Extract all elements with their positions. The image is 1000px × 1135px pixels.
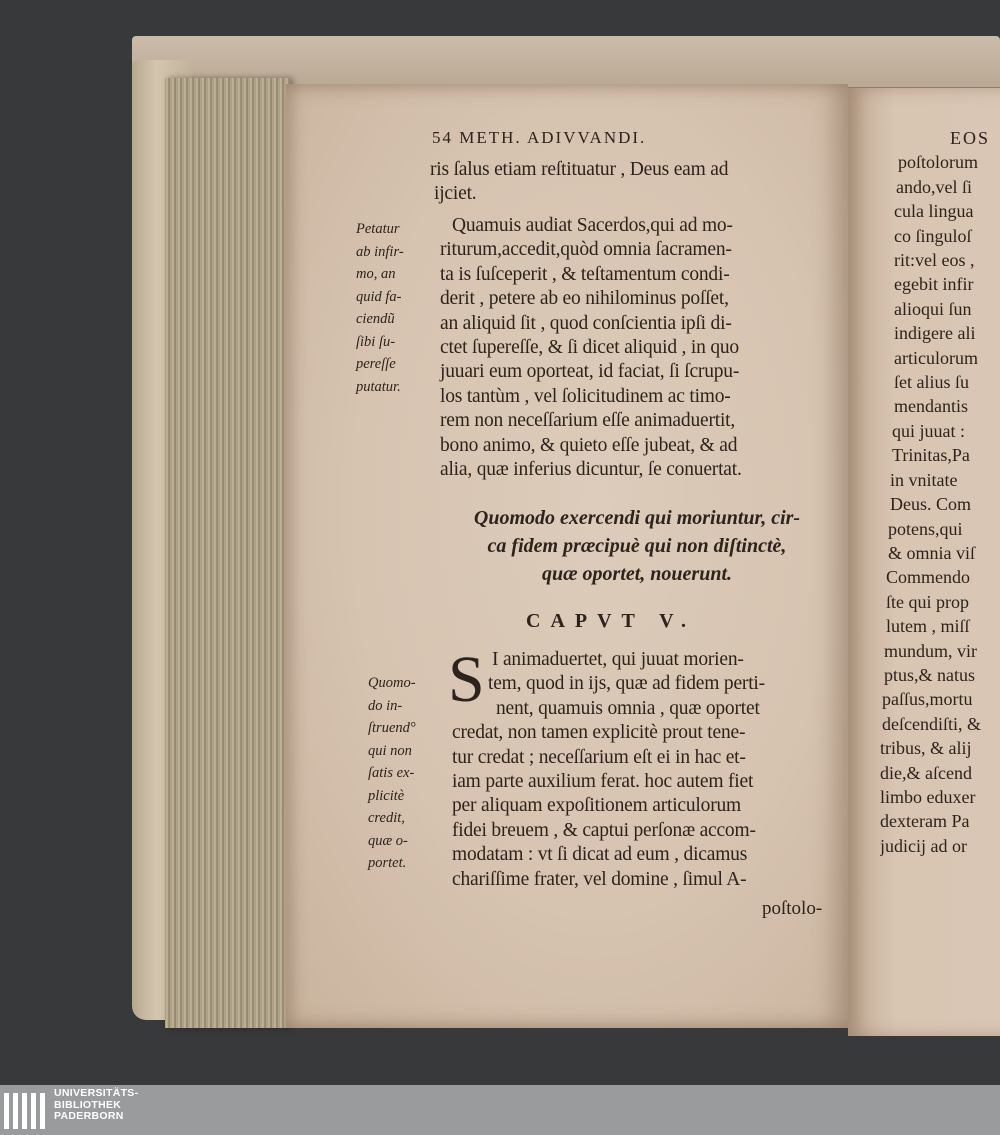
margin-line: Petatur — [356, 221, 400, 237]
text-line: articulorum — [894, 347, 978, 368]
text-line: Trinitas,Pa — [892, 445, 970, 466]
text-line: tribus, & alij — [880, 738, 972, 759]
text-line: alia, quæ inferius dicuntur, ſe conuertat. — [440, 459, 742, 481]
margin-line: credit, — [368, 810, 405, 826]
title-line: quæ oportet, nouerunt. — [541, 563, 733, 585]
margin-line: do in- — [368, 697, 403, 714]
text-line: derit , petere ab eo nihilominus poſſet, — [440, 288, 729, 310]
text-line: tur credat ; neceſſarium eſt ei in hac et- — [452, 746, 746, 768]
title-line: ca fidem præcipuè qui non diſtinctè, — [487, 535, 787, 557]
footer-bar — [0, 1085, 1000, 1135]
margin-line: portet. — [368, 855, 407, 871]
text-line: alioqui ſun — [894, 298, 972, 319]
library-bars-logo-icon — [4, 1089, 48, 1131]
text-line: & omnia viſ — [888, 542, 975, 563]
text-line: bono animo, & quieto eſſe jubeat, & ad — [440, 434, 738, 456]
text-line: Commendo — [886, 567, 970, 588]
text-line: los tantùm , vel ſolicitudinem ac timo- — [440, 385, 731, 407]
text-line: ijciet. — [434, 183, 477, 205]
text-line: ſet alius ſu — [894, 372, 969, 393]
title-line: Quomodo exercendi qui moriuntur, cir- — [473, 507, 801, 529]
text-line: credat, non tamen explicitè prout tene- — [452, 722, 746, 744]
margin-line: ſtruend° — [368, 720, 416, 736]
text-line: mendantis — [894, 396, 968, 417]
text-line: cula lingua — [894, 201, 974, 222]
text-line: rit:vel eos , — [894, 250, 975, 271]
text-line: co ſinguloſ — [894, 225, 972, 246]
text-line: potens,qui — [888, 518, 963, 539]
logo-line: PADERBORN — [54, 1110, 124, 1122]
text-line: ſte qui prop — [886, 591, 969, 612]
text-line: deſcendiſti, & — [882, 713, 981, 734]
margin-line: ſatis ex- — [368, 765, 415, 781]
text-line: Deus. Com — [890, 494, 971, 515]
text-line: iam parte auxilium ferat. hoc autem fiet — [452, 771, 754, 793]
margin-line: plicitè — [368, 787, 405, 804]
text-line: I animaduertet, qui juuat morien- — [492, 649, 744, 670]
margin-line: qui non — [368, 742, 412, 759]
text-line: chariſſime frater, vel domine , ſimul A- — [452, 868, 747, 890]
logo-line: UNIVERSITÄTS- — [54, 1087, 139, 1099]
margin-line: quid fa- — [356, 288, 402, 305]
text-line: rem non neceſſarium eſſe animaduertit, — [440, 410, 736, 432]
text-line: modatam : vt ſi dicat ad eum , dicamus — [452, 844, 748, 866]
text-line: tem, quod in ijs, quæ ad fidem perti- — [488, 673, 765, 695]
margin-line: ſibi ſu- — [356, 333, 396, 350]
text-line: lutem , miſſ — [886, 616, 970, 637]
margin-line: ab infir- — [356, 243, 404, 260]
text-line: limbo eduxer — [880, 786, 976, 807]
text-line: die,& aſcend — [880, 762, 972, 783]
margin-note-2 — [368, 672, 416, 875]
margin-line: Quomo- — [368, 675, 416, 691]
margin-line: mo, an — [356, 266, 396, 282]
catchword: poſtolo- — [762, 898, 823, 919]
paragraph-2 — [452, 648, 765, 892]
text-line: in vnitate — [890, 469, 958, 490]
text-line: paſſus,mortu — [882, 689, 973, 710]
right-page-text — [880, 126, 1000, 858]
text-line: nent, quamuis omnia , quæ oportet — [496, 697, 760, 719]
library-logo-text — [54, 1088, 138, 1123]
text-line: qui juuat : — [892, 420, 965, 441]
intro-text — [430, 158, 728, 207]
text-line: egebit infir — [894, 274, 974, 295]
text-line: poſtolorum — [898, 152, 978, 173]
drop-capital: S — [448, 643, 485, 716]
section-title — [442, 504, 832, 588]
text-line: ptus,& natus — [884, 664, 976, 685]
running-header: 54 METH. ADIVVANDI. — [432, 128, 647, 147]
margin-line: ciendũ — [356, 311, 395, 327]
text-line: an aliquid ſit , quod conſcientia ipſi di- — [440, 312, 732, 334]
text-line: riturum,accedit,quòd omnia ſacramen- — [440, 239, 732, 261]
margin-note-1 — [356, 218, 404, 398]
chapter-heading: CAPVT V. — [526, 610, 697, 632]
text-line: mundum, vir — [884, 640, 977, 661]
text-line: judicij ad or — [880, 835, 967, 856]
text-line: dexteram Pa — [880, 811, 970, 832]
text-line: Quamuis audiat Sacerdos,qui ad mo- — [452, 215, 733, 236]
text-line: ctet ſupereſſe, & ſi dicet aliquid , in quo — [440, 337, 739, 359]
text-line: EOS — [950, 128, 991, 148]
text-line: fidei breuem , & captui perſonæ accom- — [452, 819, 756, 841]
text-line: juuari eum oporteat, id faciat, ſi ſcrupu- — [440, 361, 740, 383]
paragraph-1 — [440, 214, 742, 482]
text-line: ta is ſuſceperit , & teſtamentum condi- — [440, 263, 730, 285]
text-line: ris ſalus etiam reſtituatur , Deus eam ad — [430, 159, 729, 180]
text-line: ando,vel ſi — [896, 176, 972, 197]
margin-line: pereſſe — [356, 356, 396, 372]
logo-line: BIBLIOTHEK — [54, 1098, 122, 1111]
text-line: per aliquam expoſitionem articulorum — [452, 795, 742, 817]
text-line: indigere ali — [894, 323, 976, 344]
page-stack — [165, 78, 290, 1028]
margin-line: putatur. — [356, 378, 401, 395]
margin-line: quæ o- — [368, 832, 408, 849]
